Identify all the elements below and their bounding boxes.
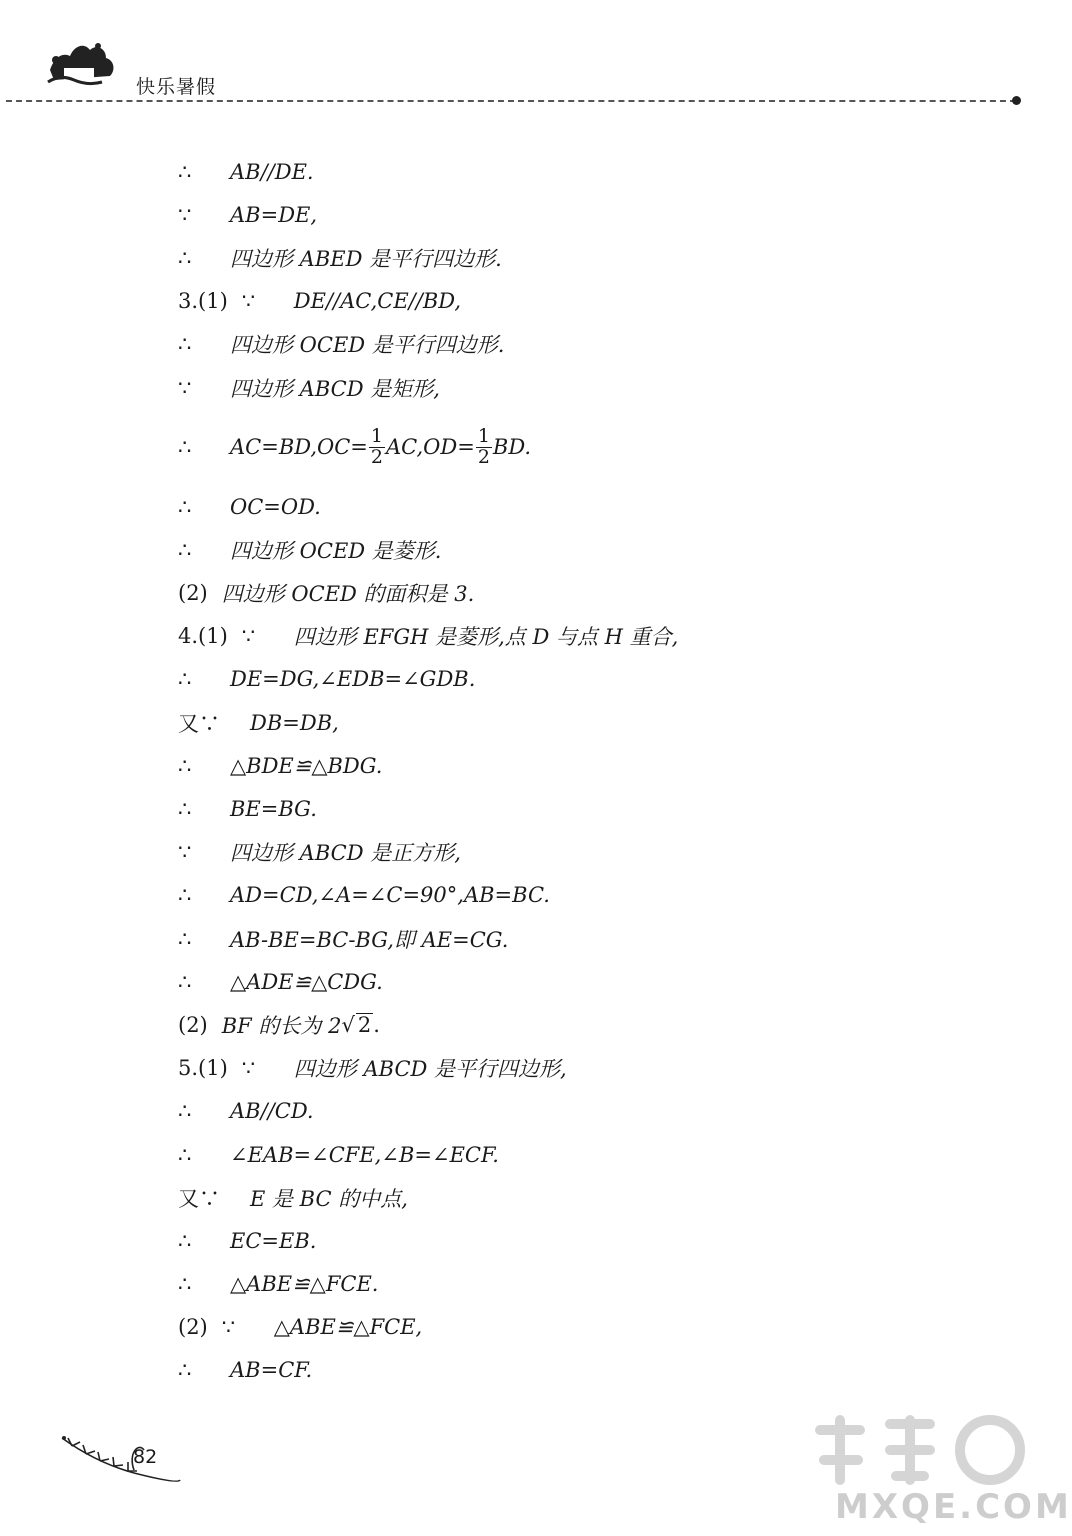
solution-line <box>178 366 978 409</box>
fraction <box>369 424 385 468</box>
therefore-symbol: ∴ <box>178 1099 192 1124</box>
therefore-symbol: ∴ <box>178 435 192 460</box>
solution-line <box>178 280 978 323</box>
question-label: 5.(1) <box>178 1056 228 1081</box>
solution-line <box>178 150 978 193</box>
fraction <box>476 424 492 468</box>
question-label: 3.(1) <box>178 289 228 314</box>
solution-line <box>178 1133 978 1176</box>
statement-text: AB=DE, <box>230 202 318 227</box>
solution-line <box>178 409 978 485</box>
therefore-symbol: ∴ <box>178 667 192 692</box>
solution-line <box>178 1306 978 1349</box>
statement-text: AC=BD,OC= <box>230 435 368 460</box>
solution-line <box>178 572 978 615</box>
statement-text: AD=CD,∠A=∠C=90°,AB=BC. <box>230 883 550 908</box>
statement-text: ∠EAB=∠CFE,∠B=∠ECF. <box>230 1142 499 1167</box>
therefore-symbol: ∴ <box>178 494 192 519</box>
statement-text: AB-BE=BC-BG,即 AE=CG. <box>230 927 509 952</box>
solution-line <box>178 701 978 744</box>
fraction-denominator: 2 <box>477 445 490 468</box>
radical-sign: √ <box>341 1012 355 1037</box>
solution-line <box>178 1090 978 1133</box>
solution-line <box>178 917 978 960</box>
statement-text: △ADE≌△CDG. <box>230 969 383 994</box>
header-title: 快乐暑假 <box>136 76 217 98</box>
statement-text: EC=EB. <box>230 1228 317 1253</box>
fraction-numerator: 1 <box>477 424 490 447</box>
because-symbol: ∵ <box>178 202 192 227</box>
therefore-symbol: ∴ <box>178 969 192 994</box>
solution-content <box>178 150 978 1392</box>
therefore-symbol: ∴ <box>178 883 192 908</box>
question-label: 4.(1) <box>178 624 228 649</box>
solution-line <box>178 960 978 1003</box>
header-divider-dot <box>1012 96 1021 105</box>
statement-text: E 是 BC 的中点, <box>250 1186 408 1211</box>
solution-line <box>178 193 978 236</box>
header-divider <box>6 100 1016 102</box>
therefore-symbol: ∴ <box>178 753 192 778</box>
header-decoration-icon <box>40 30 120 92</box>
statement-text: 四边形 ABCD 是矩形, <box>230 376 440 401</box>
therefore-symbol: ∴ <box>178 1272 192 1297</box>
statement-text: BF 的长为 2 <box>221 1013 342 1038</box>
because-symbol: ∵ <box>241 624 256 649</box>
statement-text: DE=DG,∠EDB=∠GDB. <box>230 667 476 692</box>
statement-text: BE=BG. <box>230 797 317 822</box>
solution-line <box>178 528 978 571</box>
therefore-symbol: ∴ <box>178 1142 192 1167</box>
statement-text: 四边形 OCED 是平行四边形. <box>230 333 505 358</box>
statement-text: 四边形 ABCD 是正方形, <box>230 841 461 866</box>
vine-decoration-icon <box>58 1424 183 1486</box>
statement-text: △BDE≌△BDG. <box>230 753 383 778</box>
solution-line <box>178 236 978 279</box>
because-symbol: ∵ <box>241 1056 256 1081</box>
therefore-symbol: ∴ <box>178 245 192 270</box>
because-symbol: 又∵ <box>178 1186 220 1211</box>
page-number: 82 <box>133 1446 158 1468</box>
statement-text: △ABE≌△FCE, <box>273 1315 423 1340</box>
statement-text: AB=CF. <box>230 1358 313 1383</box>
solution-line <box>178 1003 978 1046</box>
watermark-logo-icon <box>800 1400 1028 1490</box>
solution-line <box>178 1176 978 1219</box>
solution-line <box>178 485 978 528</box>
solution-line <box>178 1047 978 1090</box>
therefore-symbol: ∴ <box>178 537 192 562</box>
question-label: (2) <box>178 581 208 606</box>
solution-line <box>178 744 978 787</box>
statement-text: △ABE≌△FCE. <box>230 1272 379 1297</box>
because-symbol: ∵ <box>178 375 192 400</box>
fraction-numerator: 1 <box>370 424 383 447</box>
therefore-symbol: ∴ <box>178 797 192 822</box>
radicand: 2 <box>357 1012 372 1037</box>
statement-text: 四边形 ABED 是平行四边形. <box>230 246 502 271</box>
statement-text: 四边形 EFGH 是菱形,点 D 与点 H 重合, <box>293 625 679 650</box>
because-symbol: ∵ <box>178 840 192 865</box>
statement-text: . <box>373 1012 380 1037</box>
statement-text: 四边形 ABCD 是平行四边形, <box>293 1057 567 1082</box>
solution-line <box>178 787 978 830</box>
question-label: (2) <box>178 1315 208 1340</box>
statement-text: AC,OD= <box>386 435 475 460</box>
solution-line <box>178 1263 978 1306</box>
statement-text: OC=OD. <box>230 494 321 519</box>
therefore-symbol: ∴ <box>178 926 192 951</box>
question-label: (2) <box>178 1012 208 1037</box>
statement-text: BD. <box>492 435 532 460</box>
solution-line <box>178 831 978 874</box>
statement-text: DB=DB, <box>250 710 339 735</box>
solution-line <box>178 658 978 701</box>
solution-line <box>178 1219 978 1262</box>
therefore-symbol: ∴ <box>178 1228 192 1253</box>
statement-text: 四边形 OCED 是菱形. <box>230 538 442 563</box>
solution-line <box>178 1349 978 1392</box>
statement-text: AB//DE. <box>230 159 314 184</box>
solution-line <box>178 874 978 917</box>
statement-text: 四边形 OCED 的面积是 3. <box>221 582 475 607</box>
because-symbol: ∵ <box>221 1315 236 1340</box>
therefore-symbol: ∴ <box>178 332 192 357</box>
because-symbol: 又∵ <box>178 711 220 736</box>
solution-line <box>178 615 978 658</box>
therefore-symbol: ∴ <box>178 1358 192 1383</box>
statement-text: DE//AC,CE//BD, <box>293 289 462 314</box>
because-symbol: ∵ <box>241 289 256 314</box>
solution-line <box>178 323 978 366</box>
statement-text: AB//CD. <box>230 1099 314 1124</box>
watermark-text: MXQE.COM <box>835 1487 1072 1527</box>
therefore-symbol: ∴ <box>178 159 192 184</box>
fraction-denominator: 2 <box>370 445 383 468</box>
